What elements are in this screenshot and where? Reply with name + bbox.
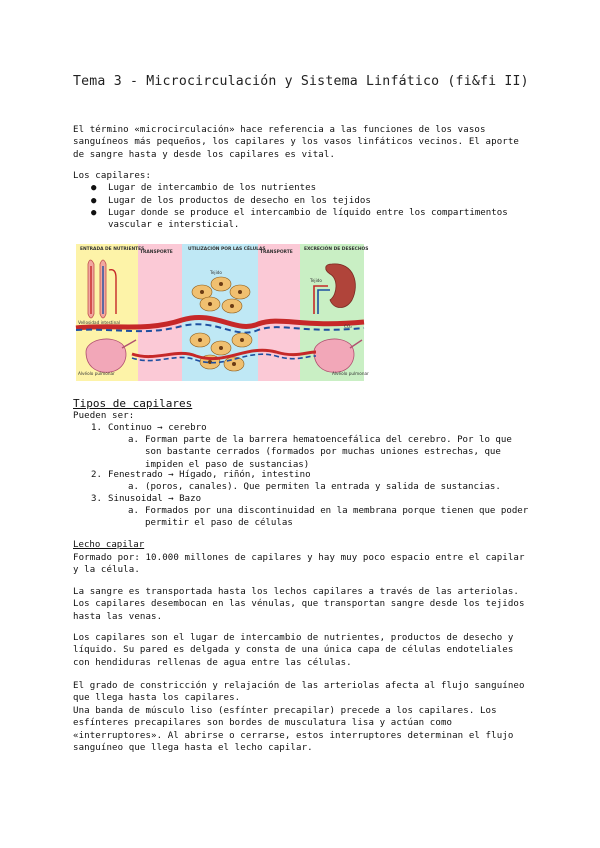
list-subitem: Formados por una discontinuidad en la membrana porque tienen que poder permitir el paso de células [145, 506, 529, 529]
bullet-item: Lugar donde se produce el intercambio de líquido entre los compartimentos vascular e intersticial. [108, 208, 508, 231]
list-subitem: (poros, canales). Que permiten la entrada y salida de sustancias. [145, 482, 501, 492]
microcirculation-figure [76, 244, 369, 381]
label-co2: CO₂ [344, 324, 352, 329]
column-header-entrada: ENTRADA DE NUTRIENTES [80, 247, 145, 252]
section-heading-lecho: Lecho capilar [73, 540, 145, 550]
list-item: Fenestrado → Hígado, riñón, intestino [108, 470, 311, 480]
section-heading-tipos: Tipos de capilares [73, 397, 193, 410]
bullet-item: Lugar de los productos de desecho en los tejidos [108, 196, 371, 206]
list-item: Continuo → cerebro [108, 423, 207, 433]
column-header-transporte-1: TRANSPORTE [140, 250, 173, 255]
column-header-excrecion: EXCRECIÓN DE DESECHOS [304, 247, 369, 252]
bullet-dot: ● [91, 208, 97, 218]
list-letter: a. [128, 506, 139, 516]
list-number: 3. [91, 494, 102, 504]
label-alveolo-right: Alvéolo pulmonar [332, 371, 369, 376]
label-tejido-right: Tejido [310, 278, 322, 283]
label-alveolo-left: Alvéolo pulmonar [78, 371, 115, 376]
intro-paragraph: El término «microcirculación» hace referencia a las funciones de los vasos sanguíneos más pequeños, los capilares y los vasos linfáticos vecinos. El aporte de sangre hasta y desde los capilares es vital. [73, 125, 519, 160]
page-title: Tema 3 - Microcirculación y Sistema Linfático (fi&fi II) [73, 74, 529, 89]
types-intro: Pueden ser: [73, 411, 135, 421]
bullet-dot: ● [91, 196, 97, 206]
list-letter: a. [128, 482, 139, 492]
lecho-paragraph-2: La sangre es transportada hasta los lechos capilares a través de las arteriolas. Los capilares desembocan en las vénulas, que transportan sangre desde los tejidos hasta las venas. [73, 587, 525, 622]
column-bg-transporte-2 [258, 244, 300, 381]
list-subitem: Forman parte de la barrera hematoencefálica del cerebro. Por lo que son bastante cerrados (formados por muchas uniones estrechas, que impiden el paso de sustancias) [145, 435, 512, 470]
lecho-paragraph-3: Los capilares son el lugar de intercambio de nutrientes, productos de desecho y líquido. Su pared es delgada y consta de una única capa de células endoteliales con hendiduras rellenas de agua entre las células. [73, 633, 514, 668]
bullet-dot: ● [91, 183, 97, 193]
list-number: 2. [91, 470, 102, 480]
list-letter: a. [128, 435, 139, 445]
lecho-paragraph-4a: El grado de constricción y relajación de las arteriolas afecta al flujo sanguíneo que llega hasta los capilares. [73, 681, 525, 704]
microcirculation-diagram [76, 244, 369, 381]
lecho-paragraph-4b: Una banda de músculo liso (esfínter precapilar) precede a los capilares. Los esfínteres precapilares son bordes de musculatura lisa y actúan como «interruptores». Al abrirse o cerrarse, estos interruptores determinan el flujo sanguíneo que llega hasta el lecho capilar. [73, 706, 514, 754]
column-header-transporte-2: TRANSPORTE [260, 250, 293, 255]
list-item: Sinusoidal → Bazo [108, 494, 202, 504]
lecho-paragraph-1: Formado por: 10.000 millones de capilares y hay muy poco espacio entre el capilar y la célula. [73, 553, 525, 576]
label-tejido-left: Tejido [210, 270, 222, 275]
column-header-utilizacion: UTILIZACIÓN POR LAS CÉLULAS [188, 247, 266, 252]
label-vellosidad: Vellosidad intestinal [78, 320, 120, 325]
capillaries-heading: Los capilares: [73, 171, 152, 181]
list-number: 1. [91, 423, 102, 433]
bullet-item: Lugar de intercambio de los nutrientes [108, 183, 317, 193]
